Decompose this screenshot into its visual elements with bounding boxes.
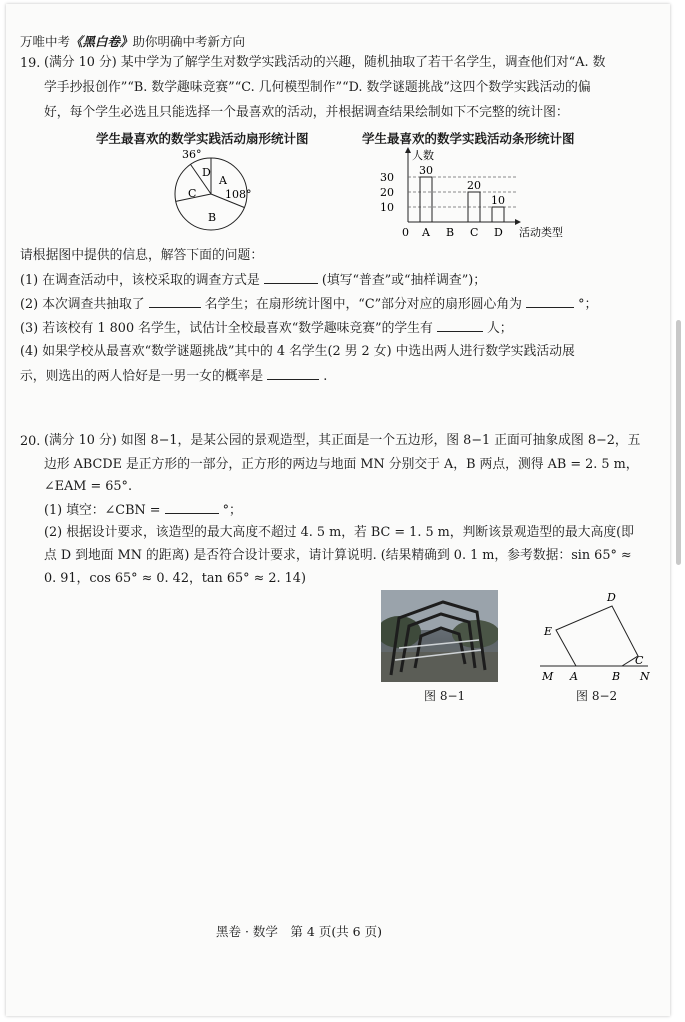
header-brand: 《黑白卷》: [70, 34, 133, 49]
q19-prompt: 请根据图中提供的信息，解答下面的问题：: [20, 248, 264, 263]
fig2-label-d: D: [607, 591, 616, 604]
q19-sub3-answer-blank[interactable]: [437, 317, 483, 332]
page-footer: 黑卷 · 数学 第 4 页(共 6 页): [216, 924, 382, 939]
bar-y-tick-label: 30: [380, 171, 394, 184]
q19-sub2-angle-blank[interactable]: [526, 293, 574, 308]
bar-category-label: B: [446, 226, 455, 239]
q20-number: 20.: [20, 434, 41, 449]
q19-sub4-period: .: [323, 369, 328, 384]
q20-sub1-text: (1) 填空：∠CBN =: [44, 503, 161, 518]
bar-category-label: A: [422, 226, 430, 239]
bar-y-label: 人数: [412, 149, 434, 162]
figure-8-2-caption: 图 8−2: [576, 689, 618, 703]
q20-line-2: 边形 ABCDE 是正方形的一部分，正方形的两边与地面 MN 分别交于 A，B 两点，测得 AB = 2. 5 m，: [44, 457, 639, 472]
fig2-label-m: M: [542, 670, 554, 683]
bar-y-tick-label: 20: [380, 186, 394, 199]
figure-8-1-caption: 图 8−1: [424, 689, 466, 703]
bar-value-label: 20: [467, 179, 481, 192]
pie-chart-title: 学生最喜欢的数学实践活动扇形统计图: [96, 131, 309, 146]
fig2-label-b: B: [612, 670, 621, 683]
q19-sub1-text: (1) 在调查活动中，该校采取的调查方式是: [20, 273, 260, 288]
q20-sub2-line-3: 0. 91，cos 65° ≈ 0. 42，tan 65° ≈ 2. 14): [44, 571, 306, 586]
fig2-label-a: A: [570, 670, 578, 683]
q19-sub2-text: (2) 本次调查共抽取了: [20, 297, 145, 312]
fig2-label-c: C: [635, 654, 644, 667]
pie-label-b: B: [208, 211, 217, 224]
header-suffix: 助你明确中考新方向: [132, 34, 246, 49]
figure-8-2-diagram: [536, 588, 656, 688]
q19-number: 19.: [20, 56, 41, 71]
bar-D: [492, 207, 504, 222]
q20-line-1: (满分 10 分) 如图 8−1，是某公园的景观造型，其正面是一个五边形，图 8−1 正面可抽象成图 8−2，五: [44, 433, 641, 448]
q19-line-2: 学手抄报创作”“B. 数学趣味竞赛”“C. 几何模型制作”“D. 数学谜题挑战”这四个数学实践活动的偏: [44, 80, 591, 95]
pie-label-d: D: [202, 166, 211, 179]
q19-sub4-text: 示，则选出的两人恰好是一男一女的概率是: [20, 369, 264, 384]
q19-sub2-unit: °；: [578, 297, 598, 312]
scrollbar-thumb[interactable]: [676, 320, 681, 565]
bar-chart-title: 学生最喜欢的数学实践活动条形统计图: [362, 131, 575, 146]
q19-sub2-text-2: 名学生；在扇形统计图中，“C”部分对应的扇形圆心角为: [204, 297, 522, 312]
q19-sub3-unit: 人；: [486, 321, 513, 336]
q19-sub3: [20, 317, 513, 340]
fig2-label-e: E: [544, 625, 553, 638]
q19-sub1: [20, 269, 486, 292]
q19-sub2-count-blank[interactable]: [149, 293, 201, 308]
bar-value-label: 30: [419, 164, 433, 177]
q20-line-3: ∠EAM = 65°.: [44, 479, 133, 494]
q19-sub1-answer-blank[interactable]: [264, 269, 318, 284]
q19-line-3: 好，每个学生必选且只能选择一个最喜欢的活动，并根据调查结果绘制如下不完整的统计图：: [44, 105, 569, 120]
pie-chart: [166, 144, 276, 244]
q20-sub2-line-2: 点 D 到地面 MN 的距离) 是否符合设计要求，请计算说明. (结果精确到 0. 1 m，参考数据：sin 65° ≈: [44, 548, 632, 563]
exam-page: [6, 4, 670, 1016]
fig2-label-n: N: [640, 670, 650, 683]
pie-label-a: A: [219, 174, 227, 187]
q19-sub3-text: (3) 若该校有 1 800 名学生，试估计全校最喜欢“数学趣味竞赛”的学生有: [20, 321, 433, 336]
q20-sub2-line-1: (2) 根据设计要求，该造型的最大高度不超过 4. 5 m，若 BC = 1. 5 m，判断该景观造型的最大高度(即: [44, 525, 634, 540]
page-header: [20, 32, 245, 50]
bar-x-label: 活动类型: [519, 226, 563, 239]
q19-sub4-answer-blank[interactable]: [267, 365, 319, 380]
q20-sub1-unit: °；: [222, 503, 242, 518]
header-prefix: 万唯中考: [20, 34, 71, 49]
pie-label-angle-d: 36°: [182, 148, 202, 161]
bar-category-label: C: [470, 226, 479, 239]
bar-value-label: 10: [491, 194, 505, 207]
bar-y-tick-label: 10: [380, 201, 394, 214]
q19-sub2: [20, 293, 597, 316]
pie-label-angle-a: 108°: [225, 188, 252, 201]
bar-category-label: D: [494, 226, 503, 239]
q19-sub1-hint: (填写“普查”或“抽样调查”)；: [321, 273, 487, 288]
q20-sub1: [44, 499, 242, 522]
pie-label-c: C: [188, 187, 197, 200]
q19-line-1: (满分 10 分) 某中学为了解学生对数学实践活动的兴趣，随机抽取了若干名学生，调查他们对“A. 数: [44, 55, 606, 70]
q19-sub4-line-2: [20, 365, 327, 388]
bar-chart: [376, 144, 596, 244]
bar-origin-label: 0: [402, 226, 409, 239]
pentagon-abcde: [556, 606, 638, 666]
bar-A: [420, 177, 432, 222]
q19-sub4-line-1: (4) 如果学校从最喜欢“数学谜题挑战”其中的 4 名学生(2 男 2 女) 中选出两人进行数学实践活动展: [20, 344, 575, 359]
q20-sub1-answer-blank[interactable]: [165, 499, 219, 514]
figure-8-1-photo: [381, 590, 498, 682]
